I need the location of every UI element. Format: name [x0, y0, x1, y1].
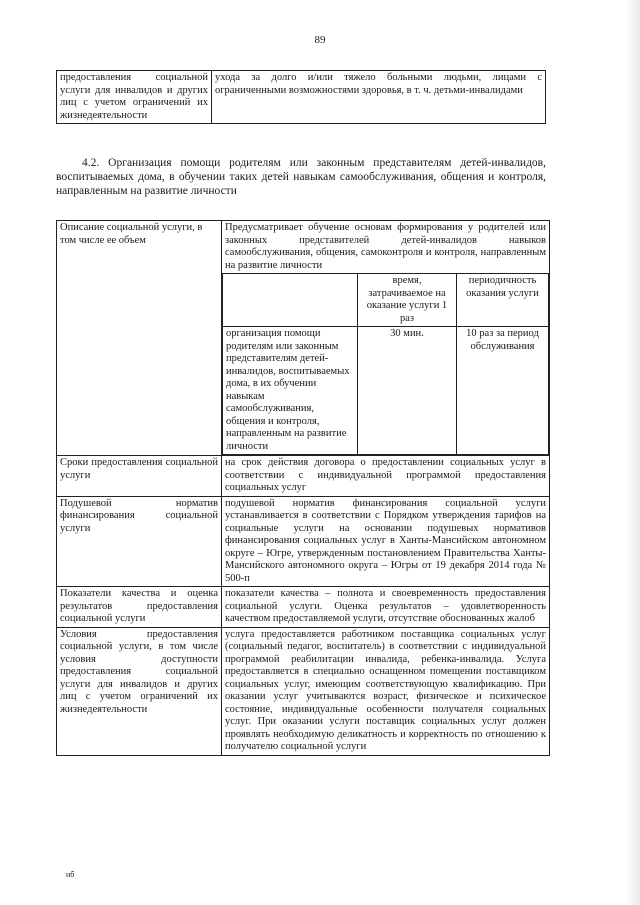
- quality-text: показатели качества – полнота и своевременность предоставления социальной услуги. Оценка результатов – удовлетворенность качеством предоставляемой услуги, отсутствие обоснованных жалоб: [222, 587, 550, 628]
- table-row: [57, 71, 546, 124]
- table-row-quality: [57, 587, 550, 628]
- row-text: ухода за долго и/или тяжело больными людьми, лицами с ограниченными возможностями здоровья, в т. ч. детьми-инвалидами: [212, 71, 546, 124]
- service-volume-table: [222, 273, 549, 455]
- quality-label: Показатели качества и оценка результатов предоставления социальной услуги: [57, 587, 222, 628]
- table-row-description: [57, 221, 550, 456]
- table-row-financing: [57, 496, 550, 587]
- scan-edge-shadow: [626, 0, 640, 905]
- table-row: [223, 327, 549, 455]
- section-heading: 4.2. Организация помощи родителям или законным представителям детей-инвалидов, воспитываемых дома, в обучении таких детей навыкам самообслуживания, общения и контроля, направленным на развитие личности: [56, 157, 546, 197]
- service-name-cell: организация помощи родителям или законным представителям детей-инвалидов, воспитываемых дома, в их обучении навыкам самообслуживания, общения и контроля, направленным на развитие личности: [223, 327, 358, 455]
- table-row: [223, 274, 549, 327]
- terms-label: Сроки предоставления социальной услуги: [57, 456, 222, 497]
- description-label: Описание социальной услуги, в том числе ее объем: [57, 221, 222, 456]
- conditions-text: услуга предоставляется работником поставщика социальных услуг (социальный педагог, воспитатель) в соответствии с индивидуальной программой реабилитации инвалида, ребенка-инвалида. Услуга предоставляется в специально оснащенном помещении поставщиком социальных услуг, имеющим соответствующую квалификацию. При оказании услуг учитываются возраст, физическое и психическое состояние, индивидуальные особенности получателя социальных услуг. При оказании услуги поставщик социальных услуг должен проявлять необходимую деликатность и корректность по отношению к получателю социальной услуги: [222, 627, 550, 755]
- time-cell: 30 мин.: [358, 327, 457, 455]
- row-label: предоставления социальной услуги для инвалидов и других лиц с учетом ограничений их жизнедеятельности: [57, 71, 212, 124]
- frequency-column-header: периодичность оказания услуги: [457, 274, 549, 327]
- frequency-cell: 10 раз за период обслуживания: [457, 327, 549, 455]
- table-row-terms: [57, 456, 550, 497]
- footer-mark: нб: [66, 870, 75, 879]
- service-table: [56, 220, 550, 756]
- description-text: Предусматривает обучение основам формирования у родителей или законных представителей детей-инвалидов навыков самообслуживания, общения, самоконтроля и контроля, направленным на развитие личности: [225, 222, 546, 271]
- financing-text: подушевой норматив финансирования социальной услуги устанавливается в соответствии с Порядком утверждения тарифов на социальные услуги на основании подушевых нормативов финансирования социальных услуг в Ханты-Мансийском автономном округе – Югре, утвержденным постановлением Правительства Ханты-Мансийского автономного округа – Югры от 19 декабря 2014 года № 500-п: [222, 496, 550, 587]
- continuation-table: [56, 70, 546, 124]
- financing-label: Подушевой норматив финансирования социальной услуги: [57, 496, 222, 587]
- conditions-label: Условия предоставления социальной услуги, в том числе условия доступности предоставления социальной услуги для инвалидов и других лиц с учетом ограничений их жизнедеятельности: [57, 627, 222, 755]
- terms-text: на срок действия договора о предоставлении социальных услуг в соответствии с индивидуальной программой предоставления социальных услуг: [222, 456, 550, 497]
- page-number: 89: [314, 34, 326, 46]
- table-row-conditions: [57, 627, 550, 755]
- time-column-header: время, затрачиваемое на оказание услуги 1 раз: [358, 274, 457, 327]
